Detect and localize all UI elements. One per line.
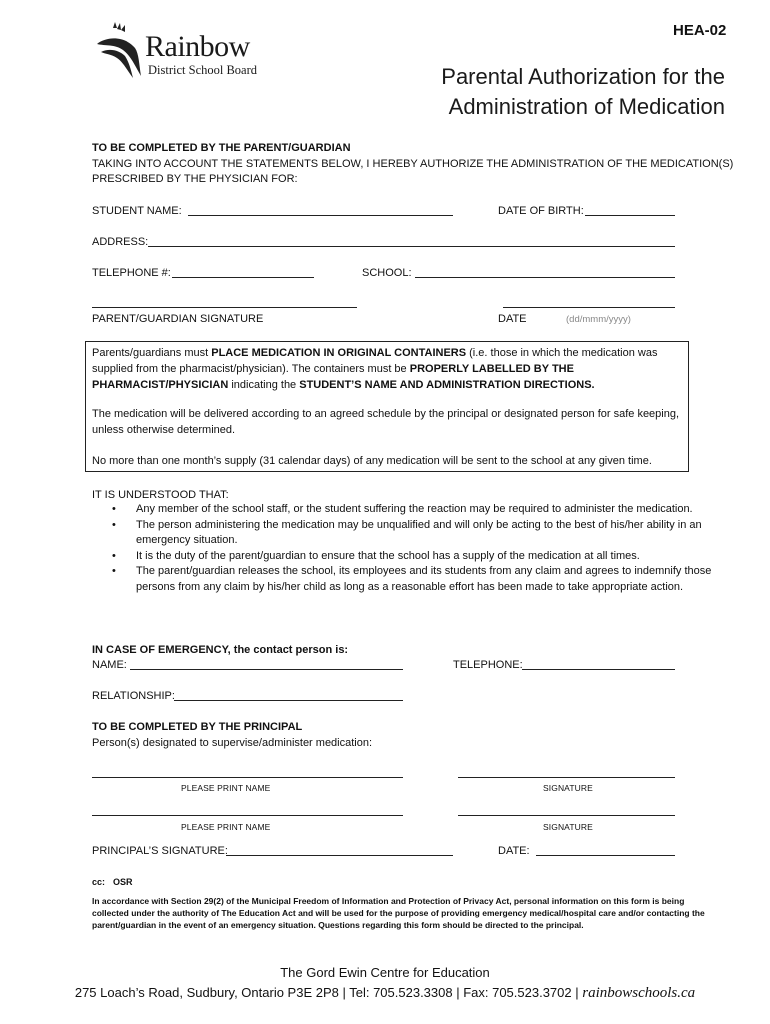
principal-date-field[interactable] bbox=[536, 855, 675, 856]
list-item: • It is the duty of the parent/guardian to ensure that the school has a supply of the medication at all times. bbox=[108, 549, 733, 565]
rainbow-swoosh-icon bbox=[95, 22, 147, 80]
telephone-label: TELEPHONE #: bbox=[92, 267, 171, 279]
student-name-field[interactable] bbox=[188, 215, 453, 216]
principal-signature-field[interactable] bbox=[226, 855, 453, 856]
parent-date-label: DATE bbox=[498, 313, 527, 325]
print-name-label: PLEASE PRINT NAME bbox=[181, 822, 271, 832]
notice-emphasis: PLACE MEDICATION IN ORIGINAL CONTAINERS bbox=[211, 347, 467, 359]
designate-1-name-field[interactable] bbox=[92, 777, 403, 778]
dob-label: DATE OF BIRTH: bbox=[498, 205, 584, 217]
date-format-hint: (dd/mmm/yyyy) bbox=[566, 314, 631, 325]
designate-2-signature-field[interactable] bbox=[458, 815, 675, 816]
emergency-heading: IN CASE OF EMERGENCY, the contact person is: bbox=[92, 644, 349, 656]
notice-emphasis: STUDENT’S NAME AND ADMINISTRATION DIRECTIONS. bbox=[299, 379, 595, 391]
notice-text: indicating the bbox=[228, 379, 300, 391]
logo-name: Rainbow bbox=[145, 30, 250, 63]
page-title bbox=[380, 62, 725, 122]
intro-line-2: PRESCRIBED BY THE PHYSICIAN FOR: bbox=[92, 173, 298, 185]
relationship-label: RELATIONSHIP: bbox=[92, 690, 175, 702]
footer-address: 275 Loach’s Road, Sudbury, Ontario P3E 2P8 | Tel: 705.523.3308 | Fax: 705.523.3702 | bbox=[74, 985, 579, 1000]
notice-box bbox=[85, 341, 689, 472]
title-line-2: Administration of Medication bbox=[448, 94, 725, 119]
rainbow-logo bbox=[95, 22, 270, 82]
parent-signature-field[interactable] bbox=[92, 307, 357, 308]
signature-label: SIGNATURE bbox=[543, 783, 593, 793]
notice-text: Parents/guardians must bbox=[92, 347, 212, 359]
designate-2-name-field[interactable] bbox=[92, 815, 403, 816]
emergency-telephone-field[interactable] bbox=[522, 669, 675, 670]
cc-label: cc: bbox=[92, 877, 106, 887]
notice-emphasis: PROPERLY LABELLED BY THE PHARMACIST/PHYSICIAN bbox=[92, 363, 574, 391]
relationship-field[interactable] bbox=[174, 700, 403, 701]
list-item: • The parent/guardian releases the school, its employees and its students from any claim and agrees to indemnify those persons from any claim by his/her child as long as a reasonable effort has been made to take appropriate action. bbox=[108, 564, 733, 595]
address-field[interactable] bbox=[148, 246, 675, 247]
designate-1-signature-field[interactable] bbox=[458, 777, 675, 778]
cc-value: OSR bbox=[113, 877, 133, 887]
principal-section-subheading: Person(s) designated to supervise/administer medication: bbox=[92, 737, 373, 749]
emergency-name-label: NAME: bbox=[92, 659, 127, 671]
title-line-1: Parental Authorization for the bbox=[441, 64, 725, 89]
footer-website-link[interactable]: rainbowschools.ca bbox=[582, 985, 696, 1001]
notice-paragraph-3: No more than one month’s supply (31 calendar days) of any medication will be sent to the school at any given time. bbox=[92, 455, 652, 467]
print-name-label: PLEASE PRINT NAME bbox=[181, 783, 271, 793]
address-label: ADDRESS: bbox=[92, 236, 149, 248]
notice-paragraph-1 bbox=[92, 345, 688, 393]
signature-label: SIGNATURE bbox=[543, 822, 593, 832]
logo-subtitle: District School Board bbox=[148, 63, 258, 77]
notice-text: (i.e. those in which the medication was supplied from the pharmacist/physician). The containers must be bbox=[92, 347, 658, 375]
parent-date-field[interactable] bbox=[503, 307, 675, 308]
list-item: • Any member of the school staff, or the student suffering the reaction may be required to administer the medication. bbox=[108, 502, 733, 518]
parent-signature-label: PARENT/GUARDIAN SIGNATURE bbox=[92, 313, 264, 325]
parent-section-heading: TO BE COMPLETED BY THE PARENT/GUARDIAN bbox=[92, 142, 351, 154]
dob-field[interactable] bbox=[585, 215, 675, 216]
footer-contact bbox=[0, 985, 770, 1002]
privacy-note: In accordance with Section 29(2) of the Municipal Freedom of Information and Protection of Privacy Act, personal information on this form is being collected under the authority of The Education Act and will be used for the purpose of providing emergency medical/hospital care and/or contacting the parent/guardian in the event of an emergency situation. Questions regarding this form should be directed to the principal. bbox=[92, 896, 705, 930]
understood-list bbox=[108, 502, 733, 595]
student-name-label: STUDENT NAME: bbox=[92, 205, 182, 217]
emergency-telephone-label: TELEPHONE: bbox=[453, 659, 523, 671]
principal-date-label: DATE: bbox=[498, 845, 530, 857]
emergency-name-field[interactable] bbox=[130, 669, 403, 670]
school-field[interactable] bbox=[415, 277, 675, 278]
school-label: SCHOOL: bbox=[362, 267, 412, 279]
principal-section-heading: TO BE COMPLETED BY THE PRINCIPAL bbox=[92, 721, 303, 733]
list-item: • The person administering the medication may be unqualified and will only be acting to the best of his/her ability in an emergency situation. bbox=[108, 518, 733, 549]
footer-centre-name: The Gord Ewin Centre for Education bbox=[280, 965, 490, 980]
telephone-field[interactable] bbox=[172, 277, 314, 278]
intro-line-1: TAKING INTO ACCOUNT THE STATEMENTS BELOW, I HEREBY AUTHORIZE THE ADMINISTRATION OF THE MEDICATION(S) bbox=[92, 158, 734, 170]
principal-signature-label: PRINCIPAL’S SIGNATURE: bbox=[92, 845, 228, 857]
form-code: HEA-02 bbox=[673, 22, 727, 39]
notice-paragraph-2: The medication will be delivered according to an agreed schedule by the principal or designated person for safe keeping, unless otherwise determined. bbox=[92, 408, 680, 436]
understood-heading: IT IS UNDERSTOOD THAT: bbox=[92, 489, 229, 501]
